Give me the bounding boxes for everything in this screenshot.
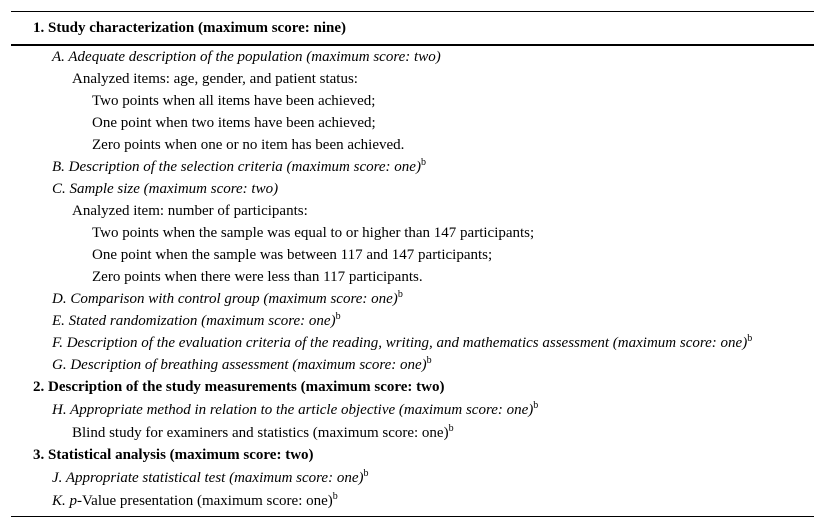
footnote-marker: b — [363, 468, 369, 479]
criterion-a-items — [72, 70, 358, 88]
criterion-k-p-symbol: p — [69, 493, 78, 509]
footnote-marker: b — [397, 289, 403, 300]
criterion-a-zero-points-label: Zero points when one or no item has been achieved. — [92, 137, 405, 153]
criterion-g-label: G. Description of breathing assessment (maximum score: one) — [52, 357, 427, 373]
table-header-rule — [11, 44, 814, 46]
criterion-c-one-point-label: One point when the sample was between 117 and 147 participants; — [92, 247, 493, 263]
criterion-c-label: C. Sample size (maximum score: two) — [52, 181, 279, 197]
criterion-b-label: B. Description of the selection criteria (maximum score: one) — [52, 159, 421, 175]
section-2-heading-label: 2. Description of the study measurements (maximum score: two) — [33, 379, 445, 395]
criterion-c — [52, 180, 278, 198]
criterion-k-label: -Value presentation (maximum score: one) — [77, 493, 333, 509]
footnote-marker: b — [420, 157, 426, 168]
criterion-j-label: J. Appropriate statistical test (maximum score: one) — [52, 470, 364, 486]
table-bottom-rule — [11, 516, 814, 517]
criterion-f-label: F. Description of the evaluation criteria of the reading, writing, and mathematics assessment (maximum score: one) — [52, 335, 748, 351]
footnote-marker: b — [426, 355, 432, 366]
footnote-marker: b — [747, 333, 753, 344]
criterion-c-items — [72, 202, 308, 220]
criterion-h — [52, 401, 538, 419]
criterion-k-prefix: K. — [52, 493, 66, 509]
footnote-marker: b — [533, 400, 539, 411]
criterion-c-zero-points — [92, 268, 423, 286]
criterion-h-blind-label: Blind study for examiners and statistics (maximum score: one) — [72, 425, 449, 441]
footnote-marker: b — [332, 491, 338, 502]
criterion-k — [52, 492, 338, 510]
criterion-d-label: D. Comparison with control group (maximum score: one) — [52, 291, 398, 307]
table-top-rule — [11, 11, 814, 12]
criterion-a-two-points — [92, 92, 375, 110]
criterion-h-label: H. Appropriate method in relation to the article objective (maximum score: one) — [52, 402, 534, 418]
criterion-f — [52, 334, 752, 352]
criterion-a-two-points-label: Two points when all items have been achieved; — [92, 93, 376, 109]
criterion-h-blind — [72, 424, 454, 442]
criterion-g — [52, 356, 432, 374]
footnote-marker: b — [335, 311, 341, 322]
criterion-a-one-point-label: One point when two items have been achieved; — [92, 115, 376, 131]
criterion-a-one-point — [92, 114, 376, 132]
criterion-a-zero-points — [92, 136, 404, 154]
criterion-j — [52, 469, 368, 487]
footnote-marker: b — [448, 423, 454, 434]
table-header-label: 1. Study characterization (maximum score: nine) — [33, 20, 347, 36]
criterion-c-two-points — [92, 224, 534, 242]
section-3-heading — [33, 446, 314, 464]
criterion-a — [52, 48, 441, 66]
criterion-c-two-points-label: Two points when the sample was equal to or higher than 147 participants; — [92, 225, 535, 241]
criterion-e-label: E. Stated randomization (maximum score: one) — [52, 313, 336, 329]
criterion-c-one-point — [92, 246, 492, 264]
criterion-c-zero-points-label: Zero points when there were less than 117 participants. — [92, 269, 423, 285]
table-header — [33, 19, 346, 37]
criterion-a-label: A. Adequate description of the population (maximum score: two) — [52, 49, 441, 65]
criterion-e — [52, 312, 341, 330]
section-2-heading — [33, 378, 444, 396]
criterion-d — [52, 290, 403, 308]
section-3-heading-label: 3. Statistical analysis (maximum score: two) — [33, 447, 314, 463]
criterion-c-items-label: Analyzed item: number of participants: — [72, 203, 308, 219]
criterion-b — [52, 158, 426, 176]
criterion-a-items-label: Analyzed items: age, gender, and patient status: — [72, 71, 358, 87]
